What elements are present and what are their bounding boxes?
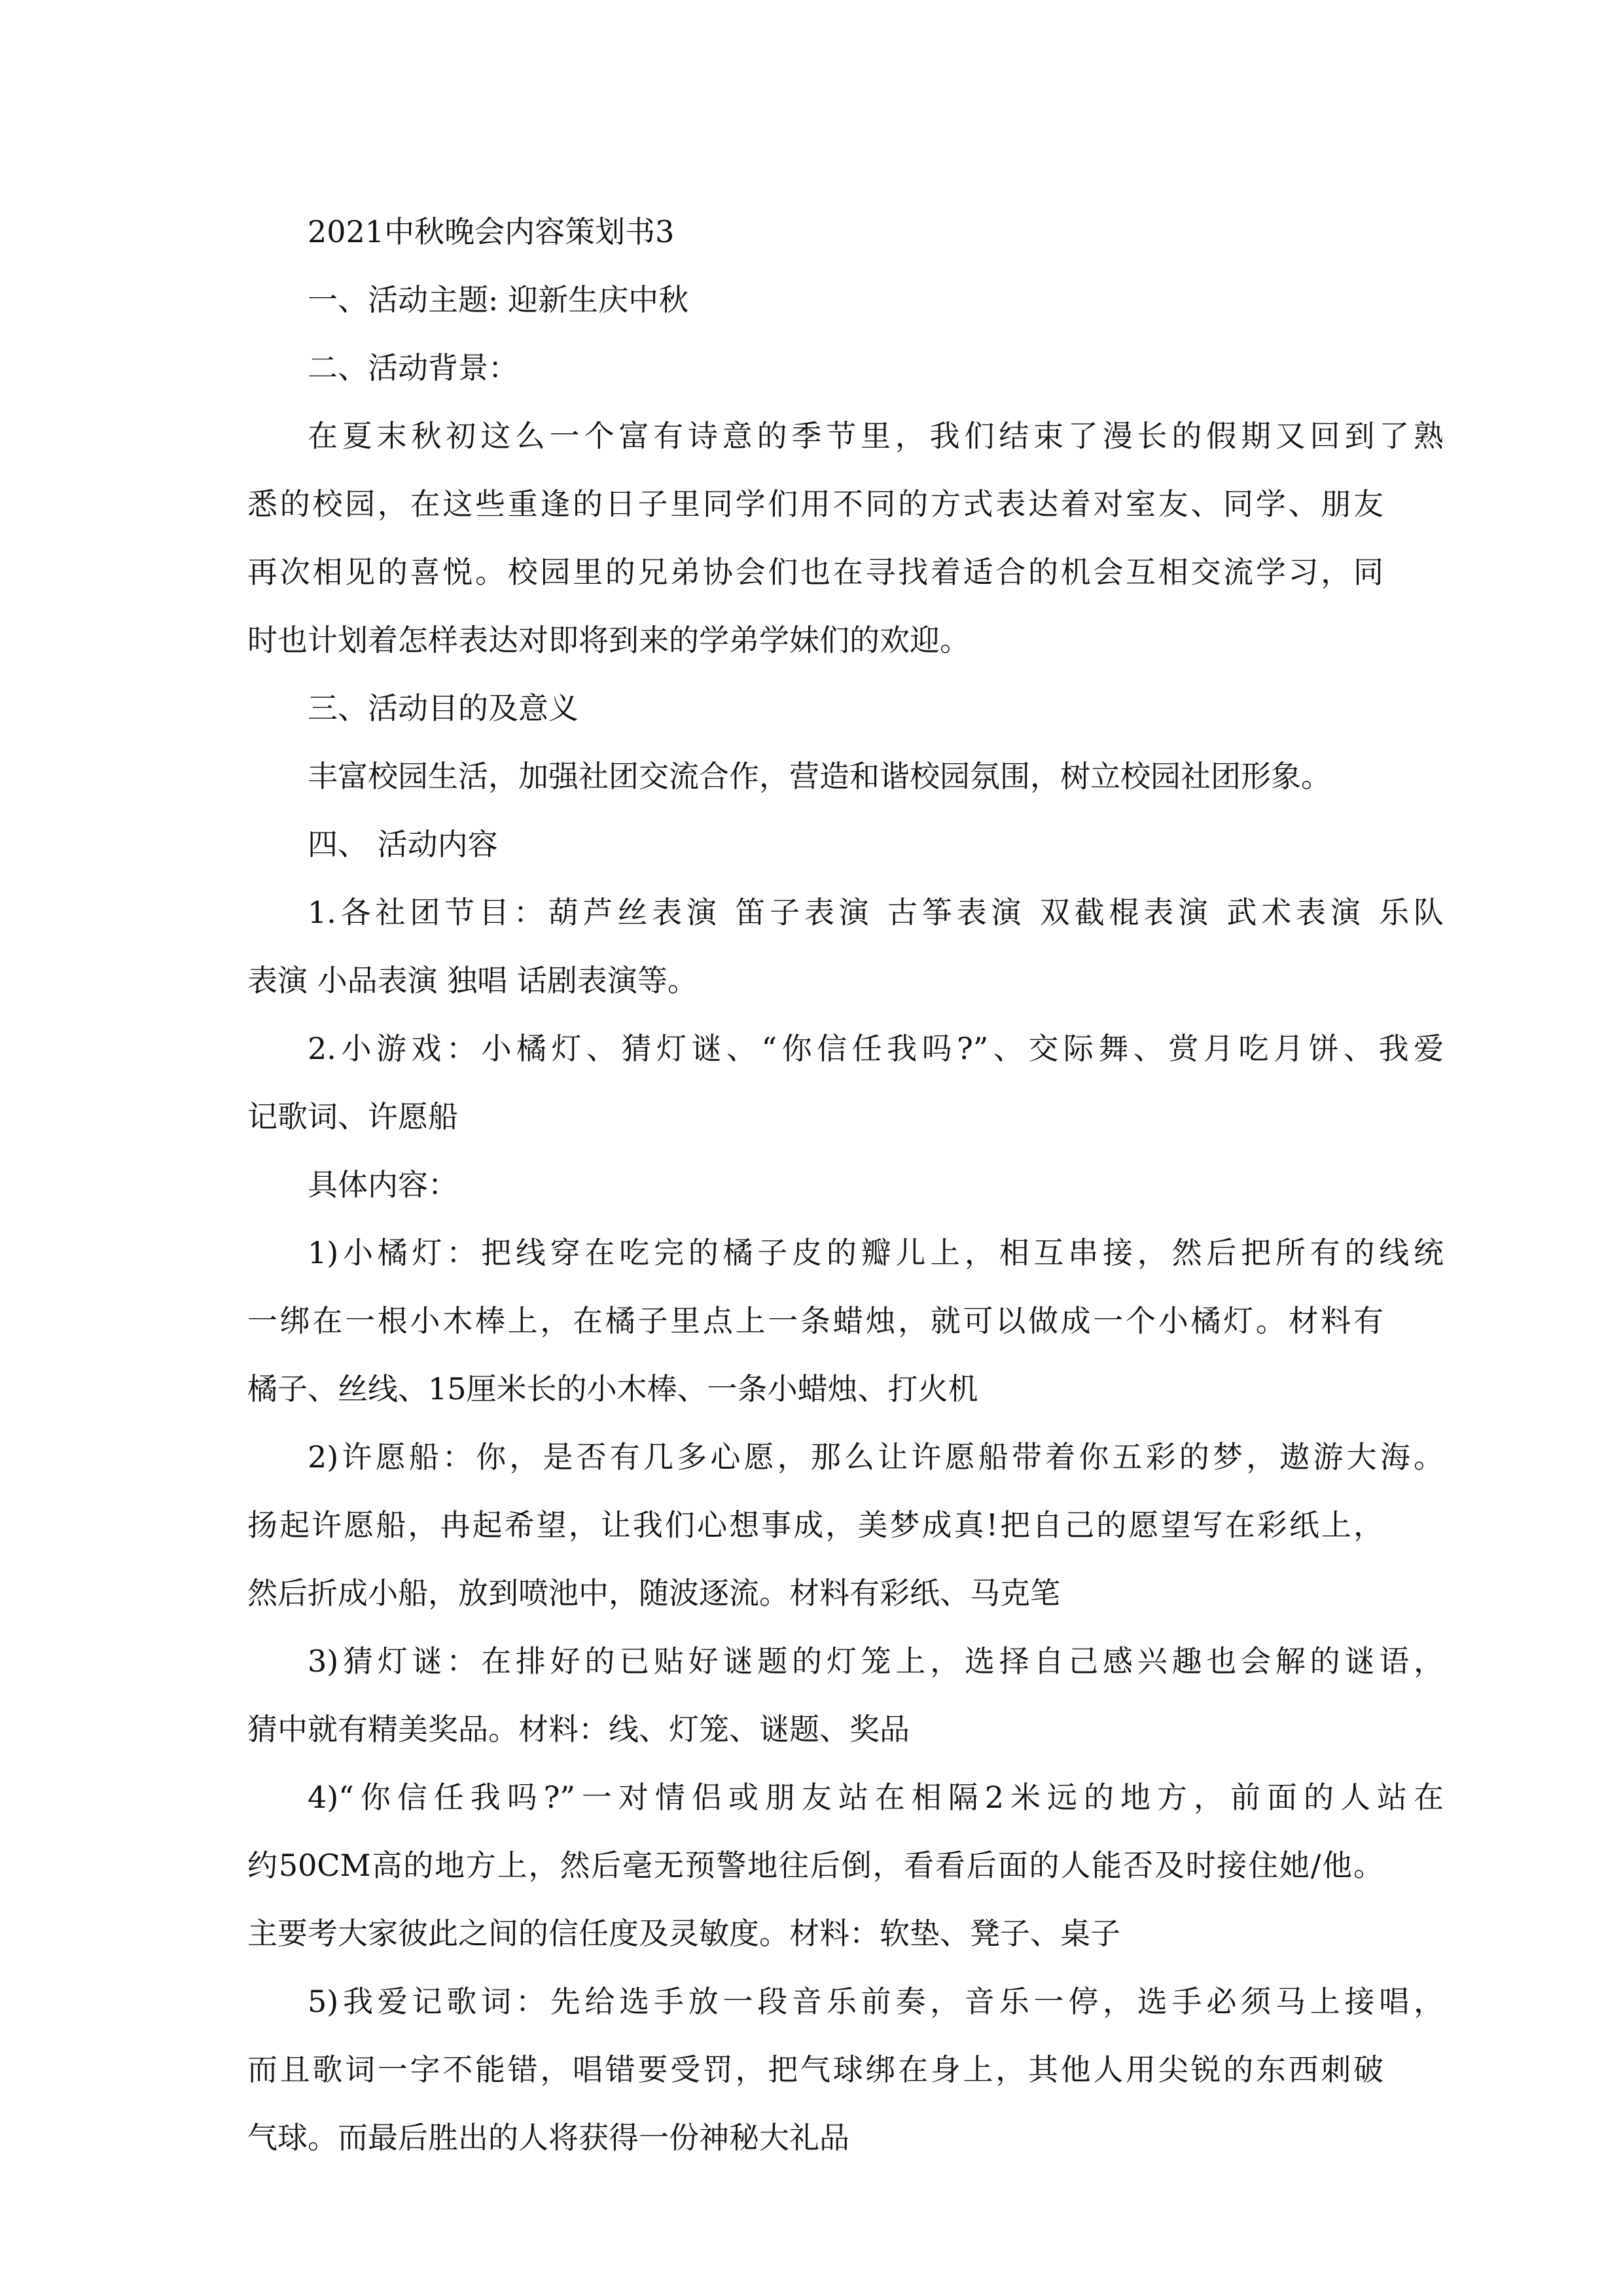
paragraph-line: 扬起许愿船，冉起希望，让我们心想事成，美梦成真!把自己的愿望写在彩纸上，: [247, 1507, 1383, 1543]
document-body: [247, 198, 1444, 2172]
paragraph-line: 一绑在一根小木棒上，在橘子里点上一条蜡烛，就可以做成一个小橘灯。材料有: [247, 1303, 1383, 1338]
paragraph-line: 记歌词、许愿船: [247, 1099, 458, 1134]
paragraph-line: 2)许愿船：你，是否有几多心愿，那么让许愿船带着你五彩的梦，遨游大海。: [308, 1439, 1444, 1475]
paragraph-line: 在夏末秋初这么一个富有诗意的季节里，我们结束了漫长的假期又回到了熟: [308, 418, 1444, 454]
subheading-details: 具体内容：: [308, 1167, 458, 1202]
paragraph-line: 1)小橘灯：把线穿在吃完的橘子皮的瓣儿上，相互串接，然后把所有的线统: [308, 1235, 1444, 1270]
section-heading-purpose: 三、活动目的及意义: [308, 691, 579, 726]
paragraph-line: 猜中就有精美奖品。材料：线、灯笼、谜题、奖品: [247, 1712, 910, 1747]
paragraph-line: 丰富校园生活，加强社团交流合作，营造和谐校园氛围，树立校园社团形象。: [308, 759, 1331, 794]
paragraph-line: 然后折成小船，放到喷池中，随波逐流。材料有彩纸、马克笔: [247, 1575, 1060, 1611]
paragraph-line: 而且歌词一字不能错，唱错要受罚，把气球绑在身上，其他人用尖锐的东西刺破: [247, 2052, 1383, 2087]
paragraph-line: 悉的校园，在这些重逢的日子里同学们用不同的方式表达着对室友、同学、朋友: [247, 486, 1383, 522]
paragraph-line: 1.各社团节目：葫芦丝表演 笛子表演 古筝表演 双截棍表演 武术表演 乐队: [308, 895, 1444, 930]
paragraph-line: 再次相见的喜悦。校园里的兄弟协会们也在寻找着适合的机会互相交流学习，同: [247, 554, 1383, 590]
paragraph-line: 主要考大家彼此之间的信任度及灵敏度。材料：软垫、凳子、桌子: [247, 1916, 1120, 1951]
paragraph-line: 2.小游戏：小橘灯、猜灯谜、“你信任我吗?”、交际舞、赏月吃月饼、我爱: [308, 1031, 1444, 1066]
paragraph-line: 3)猜灯谜：在排好的已贴好谜题的灯笼上，选择自己感兴趣也会解的谜语，: [308, 1643, 1444, 1679]
section-heading-content: 四、 活动内容: [308, 827, 498, 862]
paragraph-line: 5)我爱记歌词：先给选手放一段音乐前奏，音乐一停，选手必须马上接唱，: [308, 1984, 1444, 2019]
paragraph-line: 橘子、丝线、15厘米长的小木棒、一条小蜡烛、打火机: [247, 1371, 978, 1407]
paragraph-line: 4)“你信任我吗?”一对情侣或朋友站在相隔2米远的地方，前面的人站在: [308, 1780, 1444, 1815]
paragraph-line: 气球。而最后胜出的人将获得一份神秘大礼品: [247, 2120, 849, 2155]
paragraph-line: 约50CM高的地方上，然后毫无预警地往后倒，看看后面的人能否及时接住她/他。: [247, 1848, 1383, 1883]
section-heading-theme: 一、活动主题: 迎新生庆中秋: [308, 282, 689, 317]
paragraph-line: 时也计划着怎样表达对即将到来的学弟学妹们的欢迎。: [247, 622, 970, 658]
paragraph-line: 表演 小品表演 独唱 话剧表演等。: [247, 963, 698, 998]
section-heading-background: 二、活动背景：: [308, 350, 518, 386]
document-title: 2021中秋晚会内容策划书3: [308, 214, 675, 249]
